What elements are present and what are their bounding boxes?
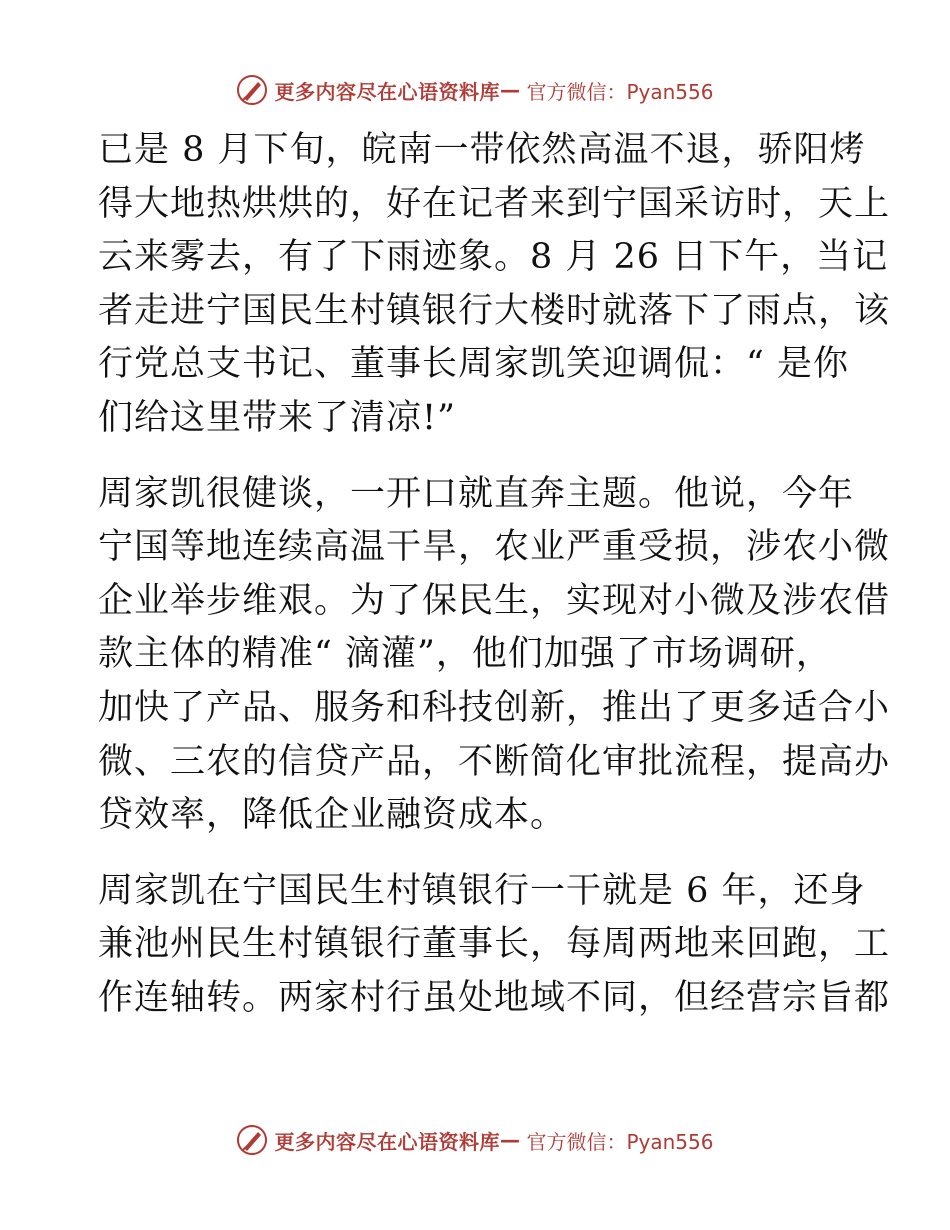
banner-ad-text: 更多内容尽在心语资料库 [274,1129,500,1154]
text-line: 贷效率，降低企业融资成本。 [98,795,567,836]
quill-logo-icon [236,74,268,106]
paragraph [98,124,891,446]
text-line: 微、三农的信贷产品，不断简化审批流程，提高办 [98,741,891,782]
text-line: 款主体的精准“ 滴灌”，他们加强了市场调研， [98,634,832,675]
banner-separator: — [499,78,521,102]
banner-wechat-text: 官方微信：Pyan556 [526,79,714,104]
text-line: 者走进宁国民生村镇银行大楼时就落下了雨点，该 [98,290,891,331]
text-line: 周家凯很健谈，一开口就直奔主题。他说，今年 [98,473,855,514]
text-line: 已是 8 月下旬，皖南一带依然高温不退，骄阳烤 [98,130,866,170]
text-line: 宁国等地连续高温干旱，农业严重受损，涉农小微 [98,527,891,568]
article-body [98,124,891,1048]
text-line: 作连轴转。两家村行虽处地域不同，但经营宗旨都 [98,977,891,1018]
text-line: 行党总支书记、董事长周家凯笑迎调侃：“ 是你 [98,344,850,385]
text-line: 云来雾去，有了下雨迹象。8 月 26 日下午，当记 [98,237,889,278]
text-line: 兼池州民生村镇银行董事长，每周两地来回跑，工 [98,924,891,965]
text-line: 企业举步维艰。为了保民生，实现对小微及涉农借 [98,580,891,621]
text-line: 们给这里带来了清凉!” [98,397,456,438]
text-line: 得大地热烘烘的，好在记者来到宁国采访时，天上 [98,183,891,224]
banner-ad-text: 更多内容尽在心语资料库 [274,79,500,104]
paragraph [98,865,891,1026]
banner-wechat-text: 官方微信：Pyan556 [526,1129,714,1154]
paragraph [98,468,891,843]
header-banner [0,70,950,110]
quill-logo-icon [236,1124,268,1156]
footer-banner [0,1120,950,1160]
text-line: 加快了产品、服务和科技创新，推出了更多适合小 [98,687,891,728]
text-line: 周家凯在宁国民生村镇银行一干就是 6 年，还身 [98,870,866,911]
banner-separator: — [499,1128,521,1152]
